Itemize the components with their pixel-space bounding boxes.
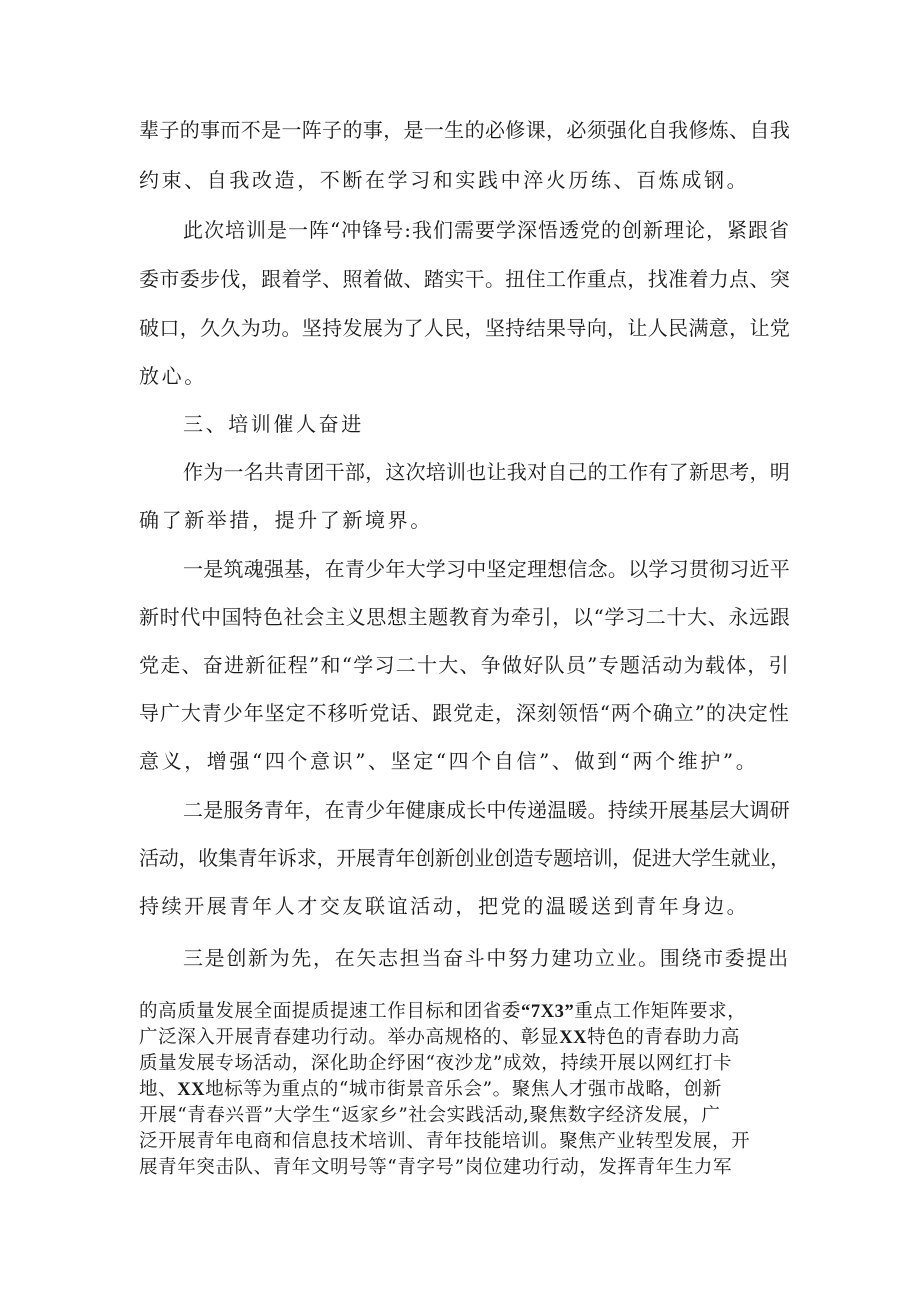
text-line: 持续开展青年人才交友联谊活动，把党的温暖送到青年身边。 [139,894,750,918]
text-line: 确了新举措，提升了新境界。 [139,508,433,532]
text-line: 党走、奋进新征程”和“学习二十大、争做好队员”专题活动为载体，引 [139,653,790,677]
bold-text: XX [559,1028,588,1048]
text-span: 开展“青春兴晋”大学生“返家乡”社会实践活动,聚焦数字经济发展，广 [139,1105,721,1126]
text-line: 活动，收集青年诉求，开展青年创新创业创造专题培训，促进大学生就业， [139,846,790,870]
text-line: 放心。 [139,364,207,388]
text-span: 展青年突击队、青年文明号等“青字号”岗位建功行动，发挥青年生力军 [139,1157,733,1178]
text-line [139,1079,722,1101]
text-line [139,1001,746,1023]
text-span: 广泛深入开展青春建功行动。举办高规格的、彰显 [139,1027,560,1048]
text-span: 地标等为重点的“城市街景音乐会”。聚焦人才强市战略，创新 [205,1079,722,1100]
text-span: 的高质量发展全面提质提速工作目标和团省委 [139,1001,522,1022]
text-line: 辈子的事而不是一阵子的事，是一生的必修课，必须强化自我修炼、自我 [139,118,791,142]
text-line [139,1105,721,1127]
heading-text: 三、培训催人奋进 [183,412,364,436]
text-line: 意义，增强“四个意识”、坚定“四个自信”、做到“两个维护”。 [139,749,759,773]
text-line: 三是创新为先，在矢志担当奋斗中努力建功立业。围绕市委提出 [183,946,790,970]
text-line: 约束、自我改造，不断在学习和实践中淬火历练、百炼成钢。 [139,168,750,192]
bold-text: “7X3” [521,1002,575,1022]
text-line: 一是筑魂强基，在青少年大学习中坚定理想信念。以学习贯彻习近平 [183,557,790,581]
text-span: 泛开展青年电商和信息技术培训、青年技能培训。聚焦产业转型发展，开 [139,1131,751,1152]
text-line: 作为一名共青团干部，这次培训也让我对自己的工作有了新思考，明 [183,460,790,484]
text-line [139,1131,750,1153]
text-span: 重点工作矩阵要求， [574,1001,747,1022]
text-span: 质量发展专场活动，深化助企纾困“夜沙龙”成效，持续开展以网红打卡 [139,1053,733,1074]
text-span: 地、 [139,1079,178,1100]
text-line [139,1157,732,1179]
text-line: 导广大青少年坚定不移听党话、跟党走，深刻领悟“两个确立”的决定性 [139,701,790,725]
bold-text: XX [177,1080,206,1100]
text-line: 委市委步伐，跟着学、照着做、踏实干。扭住工作重点，找准着力点、突 [139,267,791,291]
text-line: 新时代中国特色社会主义思想主题教育为牵引，以“学习二十大、永远跟 [139,605,791,629]
text-line [139,1053,732,1075]
text-line: 破口，久久为功。坚持发展为了人民，坚持结果导向，让人民满意，让党 [139,316,791,340]
text-line: 此次培训是一阵“冲锋号:我们需要学深悟透党的创新理论，紧跟省 [183,218,790,242]
text-line [139,1027,740,1049]
text-line: 二是服务青年，在青少年健康成长中传递温暖。持续开展基层大调研 [183,798,790,822]
text-span: 特色的青春助力高 [587,1027,740,1048]
